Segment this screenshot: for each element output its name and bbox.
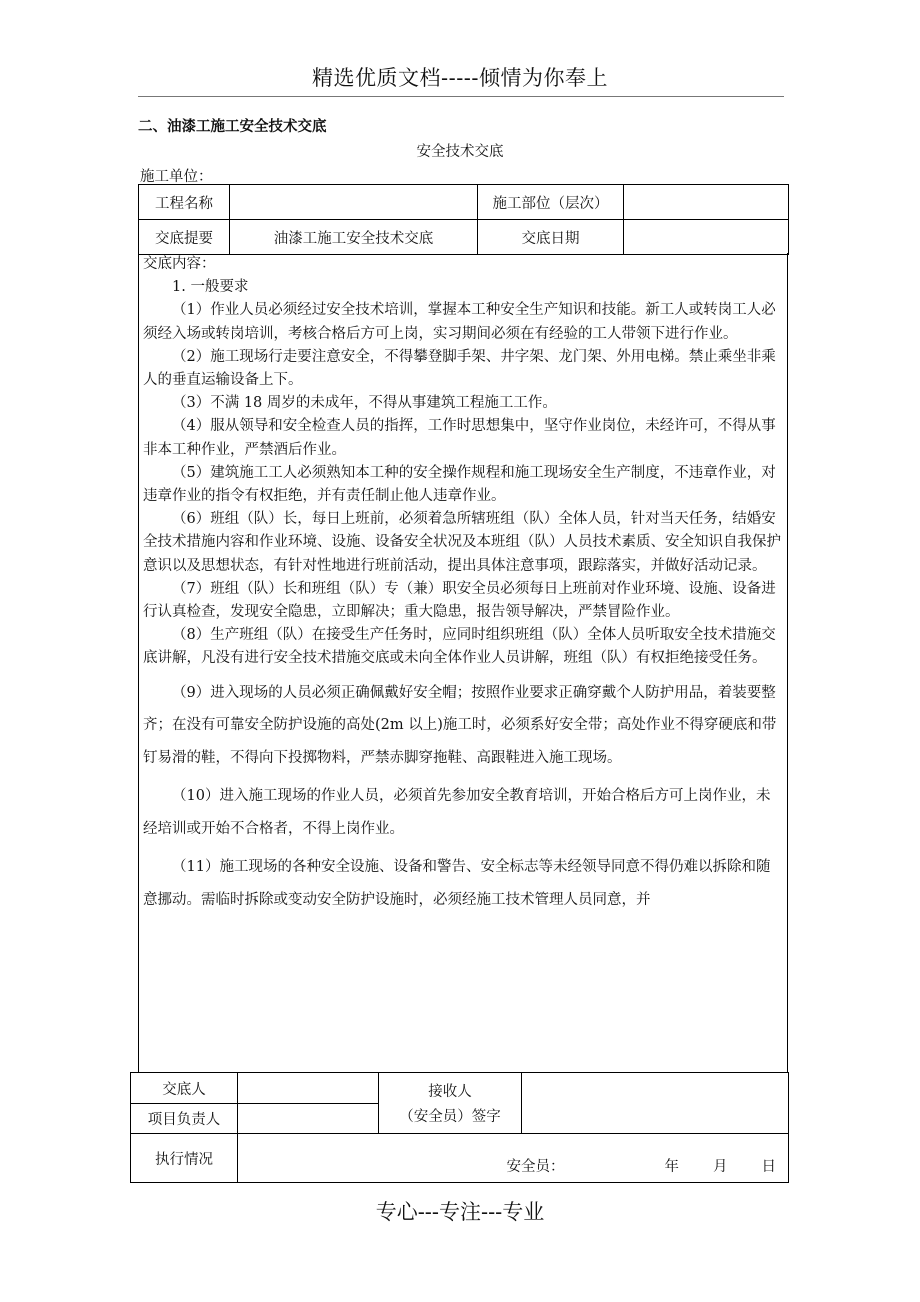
location-value[interactable]: [624, 185, 789, 220]
manager-label: 项目负责人: [131, 1104, 238, 1134]
page-header: 精选优质文档-----倾情为你奉上: [312, 66, 608, 90]
content-item: （1）作业人员必须经过安全技术培训，掌握本工种安全生产知识和技能。新工人或转岗工人必须经入场或转岗培训，考核合格后方可上岗，实习期间必须在有经验的工人带领下进行作业。: [143, 302, 776, 342]
table-row: [139, 185, 789, 220]
manager-value[interactable]: [238, 1104, 379, 1134]
content-item: （10）进入施工现场的作业人员，必须首先参加安全教育培训，开始合格后方可上岗作业，未经培训或开始不合格者，不得上岗作业。: [143, 788, 771, 837]
receiver-label: [379, 1073, 522, 1134]
date-label: 交底日期: [478, 220, 624, 255]
year-label: 年: [664, 1159, 679, 1175]
signature-table: [130, 1072, 789, 1183]
execution-label: 执行情况: [131, 1134, 238, 1183]
execution-value[interactable]: [238, 1134, 789, 1183]
project-name-value[interactable]: [230, 185, 478, 220]
header-divider: [138, 96, 784, 97]
disclosure-content: [138, 253, 788, 1072]
section-heading: 1. 一般要求: [172, 279, 249, 296]
summary-label: 交底提要: [139, 220, 230, 255]
construction-unit-label: 施工单位：: [140, 169, 213, 185]
content-item: （6）班组（队）长，每日上班前，必须着急所辖班组（队）全体人员，针对当天任务，结婚安全技术措施内容和作业环境、设施、设备安全状况及本班组（队）人员技术素质、安全知识自我保护意识以及思想状态，有针对性地进行班前活动，提出具体注意事项，跟踪落实，并做好活动记录。: [143, 511, 781, 574]
discloser-label: 交底人: [131, 1073, 238, 1104]
page-footer: 专心---专注---专业: [375, 1200, 545, 1224]
content-item: （2）施工现场行走要注意安全，不得攀登脚手架、井字架、龙门架、外用电梯。禁止乘坐非乘人的垂直运输设备上下。: [143, 348, 776, 389]
receiver-label-line1: 接收人: [428, 1084, 472, 1100]
content-item: （5）建筑施工工人必须熟知本工种的安全操作规程和施工现场安全生产制度，不违章作业，对违章作业的指令有权拒绝，并有责任制止他人违章作业。: [143, 464, 776, 505]
month-label: 月: [713, 1159, 728, 1175]
content-item: （11）施工现场的各种安全设施、设备和警告、安全标志等未经领导同意不得仍难以拆除和随意挪动。需临时拆除或变动安全防护设施时，必须经施工技术管理人员同意，并: [143, 859, 771, 908]
content-item: （9）进入现场的人员必须正确佩戴好安全帽；按照作业要求正确穿戴个人防护用品，着装要整齐；在没有可靠安全防护设施的高处(2m 以上)施工时，必须系好安全带；高处作业不得穿硬底和带钉易滑的鞋，不得向下投掷物料，严禁赤脚穿拖鞋、高跟鞋进入施工现场。: [143, 684, 777, 766]
content-item: （4）服从领导和安全检查人员的指挥，工作时思想集中，坚守作业岗位，未经许可，不得从事非本工种作业，严禁酒后作业。: [143, 418, 776, 458]
location-label: 施工部位（层次）: [478, 185, 624, 220]
project-name-label: 工程名称: [139, 185, 230, 220]
date-value[interactable]: [624, 220, 789, 255]
content-label: 交底内容：: [143, 256, 216, 272]
safety-officer-label: 安全员：: [506, 1159, 565, 1175]
discloser-value[interactable]: [238, 1073, 379, 1104]
info-table: [138, 184, 789, 255]
table-row: [131, 1073, 789, 1104]
receiver-signature[interactable]: [522, 1073, 789, 1134]
section-title: 二、油漆工施工安全技术交底: [138, 118, 327, 135]
content-item: （3）不满 18 周岁的未成年，不得从事建筑工程施工工作。: [172, 395, 557, 412]
summary-value: 油漆工施工安全技术交底: [230, 220, 478, 255]
document-title: 安全技术交底: [416, 144, 504, 160]
receiver-label-line2: （安全员）签字: [399, 1109, 501, 1125]
table-row: [139, 220, 789, 255]
table-row: [131, 1134, 789, 1183]
day-label: 日: [761, 1159, 776, 1175]
content-item: （7）班组（队）长和班组（队）专（兼）职安全员必须每日上班前对作业环境、设施、设备进行认真检查，发现安全隐患，立即解决；重大隐患，报告领导解决，严禁冒险作业。: [143, 580, 776, 621]
content-item: （8）生产班组（队）在接受生产任务时，应同时组织班组（队）全体人员听取安全技术措施交底讲解，凡没有进行安全技术措施交底或未向全体作业人员讲解，班组（队）有权拒绝接受任务。: [143, 627, 776, 667]
